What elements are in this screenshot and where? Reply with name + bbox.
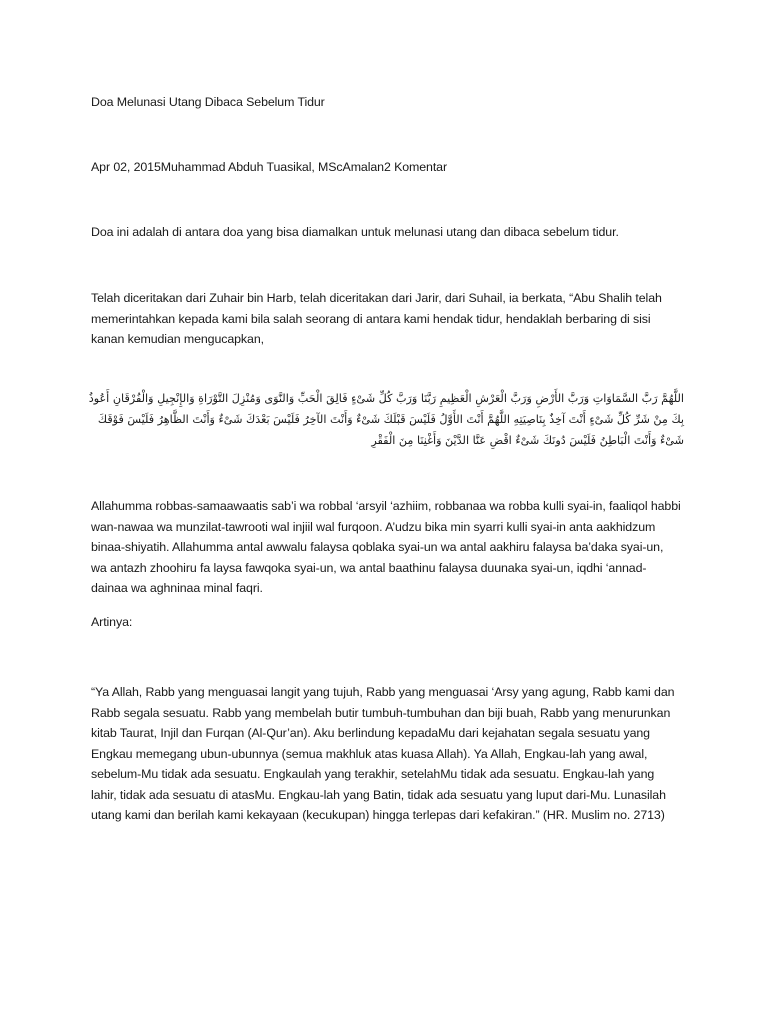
narration-paragraph: Telah diceritakan dari Zuhair bin Harb, telah diceritakan dari Jarir, dari Suhail, ia berkata, “Abu Shalih telah memerintahkan kepada kami bila salah seorang di antara kami hendak tidur, hendaklah berbaring di sisi kanan kemudian mengucapkan, xyxy=(91,291,662,346)
arabic-prayer-text: اللَّهُمَّ رَبَّ السَّمَاوَاتِ وَرَبَّ الأَرْضِ وَرَبَّ الْعَرْشِ الْعَظِيمِ رَبَّنَا وَرَبَّ كُلِّ شَىْءٍ فَالِقَ الْحَبِّ وَالنَّوَى وَمُنْزِلَ التَّوْرَاةِ وَالإِنْجِيلِ وَالْفُرْقَانِ أَعُوذُ بِكَ مِنْ شَرِّ كُلِّ شَىْءٍ أَنْتَ آخِذٌ بِنَاصِيَتِهِ اللَّهُمَّ أَنْتَ الأَوَّلُ فَلَيْسَ قَبْلَكَ شَىْءٌ وَأَنْتَ الآخِرُ فَلَيْسَ بَعْدَكَ شَىْءٌ وَأَنْتَ الظَّاهِرُ فَلَيْسَ فَوْقَكَ شَىْءٌ وَأَنْتَ الْبَاطِنُ فَلَيْسَ دُونَكَ شَىْءٌ اقْضِ عَنَّا الدَّيْنَ وَأَغْنِنَا مِنَ الْفَقْرِ xyxy=(88,392,684,447)
intro-paragraph: Doa ini adalah di antara doa yang bisa diamalkan untuk melunasi utang dan dibaca sebelum tidur. xyxy=(91,225,619,239)
translation-paragraph: “Ya Allah, Rabb yang menguasai langit yang tujuh, Rabb yang menguasai ‘Arsy yang agung, Rabb kami dan Rabb segala sesuatu. Rabb yang membelah butir tumbuh-tumbuhan dan biji buah, Rabb yang menurunkan kitab Taurat, Injil dan Furqan (Al-Qur’an). Aku berlindung kepadaMu dari kejahatan segala sesuatu yang Engkau memegang ubun-ubunnya (semua makhluk atas kuasa Allah). Ya Allah, Engkau-lah yang awal, sebelum-Mu tidak ada sesuatu. Engkaulah yang terakhir, setelahMu tidak ada sesuatu. Engkau-lah yang lahir, tidak ada sesuatu di atasMu. Engkau-lah yang Batin, tidak ada sesuatu yang luput dari-Mu. Lunasilah utang kami dan berilah kami kekayaan (kecukupan) hingga terlepas dari kefakiran.” (HR. Muslim no. 2713) xyxy=(91,685,675,822)
artinya-label: Artinya: xyxy=(91,615,133,629)
post-meta: Apr 02, 2015Muhammad Abduh Tuasikal, MScAmalan2 Komentar xyxy=(91,160,447,174)
document-title: Doa Melunasi Utang Dibaca Sebelum Tidur xyxy=(91,95,325,109)
latin-transliteration: Allahumma robbas-samaawaatis sab’i wa robbal ‘arsyil ‘azhiim, robbanaa wa robba kulli syai-in, faaliqol habbi wan-nawaa wa munzilat-tawrooti wal injiil wal furqoon. A’udzu bika min syarri kulli syai-in anta aakhidzum binaa-shiyatih. Allahumma antal awwalu falaysa qoblaka syai-un wa antal aakhiru falaysa ba’daka syai-un, wa antazh zhoohiru fa laysa fawqoka syai-un, wa antal baathinu falaysa duunaka syai-un, iqdhi ‘annad-dainaa wa aghninaa minal faqri. xyxy=(91,499,681,595)
